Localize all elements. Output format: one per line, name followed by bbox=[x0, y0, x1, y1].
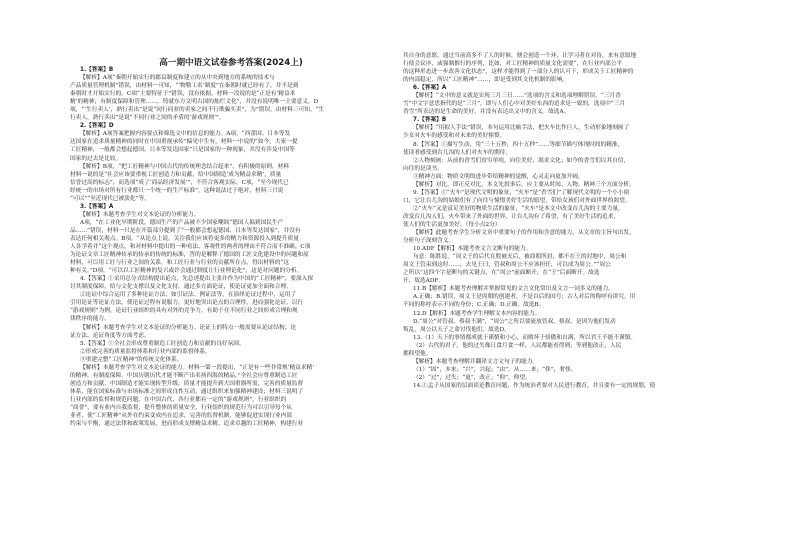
text-line: 9.【答案】①“火车”是现代文明的象征，“火车”是“香雪们”了解现代文明的一个小小窗 bbox=[413, 189, 630, 196]
text-line: 分析句子深刻含义。 bbox=[403, 238, 455, 245]
right-column bbox=[403, 52, 725, 390]
text-line: 【解析】对比，即正反对比，本文先叙事后，应主要从时间、人物、精神三个方面分析。 bbox=[413, 181, 635, 188]
text-line: 【解析】此题考查学生分析文章中重要句子的作用和含意的能力。从文章的主旨句出发， bbox=[413, 230, 635, 237]
text-line: 【解析】“文中的意义就是实现三月三日……”选项的含义和选项理解错误，“三月香 bbox=[413, 93, 621, 100]
text-line: 信誉过高的标志”，而选项“成了‘商品经济发展’”，不符合客观实际。C项，“至今现代已 bbox=[70, 179, 289, 186]
text-line: 工匠精神，一般都会想起德国、日本等发达国家”只是国家的一种现象，并没有涉及中国等 bbox=[70, 147, 295, 154]
text-line: “商誉”，要有业内自我监督，提升整体的质量安全，行业组织的规范行为可以引导每个从 bbox=[70, 404, 292, 411]
text-line: 业者，使“工匠精神”从外在约束变成内在追求，完善的监督机制，能够促进实现行业内部 bbox=[70, 413, 292, 420]
text-line: 11.B【解析】本题考查理解并掌握常见的文言文化常识及文言一词多义的能力。 bbox=[413, 286, 614, 293]
text-line: 【解析】A项答案把握内容要点和筛选文中的信息的能力。A项，“西蕾国、日本等发 bbox=[80, 131, 291, 138]
text-line: 【解析】本题考查学生对文本论证的分析能力。 bbox=[80, 211, 200, 218]
text-line: 为论证文章工匠精神传承的传承的传统的标准，答的是解释了德国的工匠文化建设中的问题和原 bbox=[70, 252, 309, 259]
text-line: 材料一说的是“社会应该要重视工匠创造力和贡献，给中国制造‘成为精益求精’，质量 bbox=[70, 171, 282, 178]
text-line: 创造力和贡献，中国制造才能实现转型升级，质量才能提升到大国重器所需，完善的质量监督 bbox=[70, 380, 304, 387]
text-line: 8.【答案】①描写生动，用“三十五秒，四十五秒”……等细节描写体现时间的精准， bbox=[413, 141, 624, 148]
text-line: （2）古代的君子，他的过失像日食月食一样，人民都能看得到；等到他改正，人民 bbox=[413, 342, 622, 349]
text-line: 12.D【解析】本题考查学生理解文本内容的能力。 bbox=[413, 310, 541, 317]
text-line: 的精神，有制度保障，中国历朝历代才能不断产出名扬四海的精品。”全社会应尊重制造工匠 bbox=[70, 372, 298, 379]
text-line: 行卖人，熟行卖出”是说“不同行业之间的矛盾的‘游戏规则’”。 bbox=[70, 115, 225, 122]
text-line: 人各学着并“这个观点，和对材料中提出的一种看法、客观性的两者的理由不符合而不准确。C项 bbox=[70, 244, 311, 251]
text-line: 10.ADF【解析】本题考查文言文断句的能力。 bbox=[413, 246, 532, 253]
text-line: 行使会议序，或强制推行的序列，比如，对工匠精神的质量文化需要“，在行业内部公平 bbox=[403, 61, 623, 68]
text-line: 体系，能在国家标准与市场标准之间形成良性互动，通过组织来加强精神建设；材料三说明了 bbox=[70, 388, 304, 395]
text-line: 6.【答案】A bbox=[413, 85, 447, 92]
text-line: 【解析】本题考查学生对文本论证的分析能力。论证上的特点一般需要从论证结构、论 bbox=[80, 324, 297, 331]
text-line: 香雪”所表达的是生命的美好，并没有表达出文中的含义。故选A。 bbox=[403, 109, 570, 116]
text-line: 表达任何相关观点。B项，“从论点上说，关注我们应该将更多的精力和资源投入到提升质量 bbox=[70, 235, 299, 242]
text-line: 13.（1）天下的事情都成就于谨慎和小心，而败坏于骄傲和自满，所以君王不能不谨慎。 bbox=[413, 334, 637, 341]
text-line: ③精神方面：物质文明的进步带给精神的觉醒，心灵走向更加开阔。 bbox=[413, 173, 584, 180]
text-line: 不同的称呼表示不同的身份；C.正确；D.正确。故选B。 bbox=[403, 302, 545, 309]
text-line: 精’的精神，有制度保障和管理……，铸就东方文明古国的灿烂文化”，并没有说明唯一主要意义。D bbox=[70, 99, 319, 106]
text-line: 周文王管束到这时……，去见王曰，管叔和周公不应该担任，可以成为周公。”“周公 bbox=[403, 262, 611, 269]
text-line: 少女对火车的感受和对未来的美好憧憬。 bbox=[403, 133, 506, 140]
text-line: 3.【答案】A bbox=[80, 203, 114, 210]
text-line: 【解析】“用拟人手法”错误，本句运用比喻手法，把火车比作巨人，生动形象地刻画了 bbox=[413, 125, 630, 132]
left-column bbox=[70, 66, 392, 428]
text-line: 改变台儿沟人们，火车带来了外面的世界，让台儿沟有了希望，有了美好生活的追求， bbox=[403, 213, 620, 220]
text-line: D.“周公”对管叔、蔡叔不满”，“周公”之所以要流放管叔、蔡叔，是因为他们发动 bbox=[413, 318, 616, 325]
text-line: 引用论证等论证方法，使论证过程有说服力，更好地突出论点的合理性，进而强化论证。以行 bbox=[70, 300, 304, 307]
text-line: 产品质量管理机制”错误，由材料一可知，“‘物勒工名’制度”在秦朝时就已经有了，并不是到 bbox=[70, 83, 299, 90]
text-line: 之所以”这四个字是断句的关键点，在“周公”前面断开，在“王”后面断开。故选 bbox=[403, 270, 600, 277]
text-line: 雪”中文字意思指代的是“三月”，即与人们心中对美好东西的追求是一致的，选项中“三月 bbox=[403, 101, 626, 108]
text-line: 使人们的生活更加美好。（每小点2分） bbox=[403, 221, 501, 228]
text-line: 句意：陈胜说，“周文王的后代在殷被灭后，被商朝所封，都不在王的封地中，周公和 bbox=[413, 254, 627, 261]
text-line: “可以”“至近现代已被淡化”等。 bbox=[70, 195, 150, 202]
text-line: A项，“在工业化早期阶段，德国生产的产品被不少国家嘲讽“德国人搞到国民生产 bbox=[80, 219, 284, 226]
text-line: 4.【答案】①采用总分式结构提出论点，先总述提出主张并作为中国的“工匠精神”，要深入探 bbox=[80, 276, 314, 283]
text-line: 品……”错误，材料一只是在开篇部分提到了“一般都会想起德国、日本等发达国家”，并没有 bbox=[70, 227, 301, 234]
text-line: ②论证中综合运用了多种论证方法，如引证法、例证法等，在演绎论证过程中，运用了 bbox=[80, 292, 297, 299]
text-line: 【解析】A项“秦朝开始实行的郡县制度和建立的从中央到地方的系统的技术与 bbox=[80, 75, 275, 82]
text-line: 开，故选ADF。 bbox=[403, 278, 445, 285]
text-line: 其自身的意愿，通过当前高多不了人的时候，便会创造一个环，让学习者在对待，来有意愿地 bbox=[403, 53, 637, 59]
text-line: 使读者感受到台儿沟的人们对火车的期待。 bbox=[403, 149, 512, 156]
text-line: A.正确；B.错误，周文王是周朝的创建者，不是以后的国号；古人对后的称呼有讲究，用 bbox=[413, 294, 636, 301]
text-line: 2.【答案】D bbox=[80, 123, 114, 130]
text-line: 达国家在追求质量精神的同时在中国重视承传”偏见中生有，材料一中说的“如今，大家一提 bbox=[70, 139, 298, 146]
text-line: 的内部稳定，所以“工匠精神”……，即是受到其文化机制的影响。 bbox=[403, 77, 569, 84]
text-line: 【解析】本题考查理解并翻译文言文句子的能力。 bbox=[413, 358, 539, 365]
text-line: ②形成完善的质量监督体系和行业内部的监督体系。 bbox=[80, 348, 211, 355]
text-line: 都仰望他。 bbox=[403, 350, 432, 357]
text-line: 14.①孟子从国家的层面谈论教育问题，作为统治者要对人民进行教育，并且要有一定的规划，使 bbox=[413, 382, 656, 389]
text-line: 行业内部的监督和规范问题，在中国古代，各行业都有一定的“游戏规则”，行业组织的 bbox=[70, 396, 287, 403]
text-line: 5.【答案】①全社会形成尊重制造工匠创造力和贡献的良好氛围。 bbox=[80, 340, 245, 347]
text-line: ②人物刻画：从前的香雪们贫穷单纯，向往美好、渴求文化；如今的香雪们以其自信， bbox=[413, 157, 630, 164]
text-line: 律秩序的能力。 bbox=[70, 316, 110, 323]
text-line: ②“火车”又是富足美好的物质生活的象征，“火车”是本文中改变台儿沟的主要力量， bbox=[413, 205, 624, 212]
text-line: 【解析】B项，“把工匠精神与中国古代的传统理念结合起来”，有积极的原则，材料 bbox=[80, 163, 290, 170]
text-line: （1）“固”，本来；“兴”，兴起；“由”，从……来；“侈”，奢侈。 bbox=[413, 366, 577, 373]
text-line: 叛乱，周公以天子之命讨伐他们。故选D。 bbox=[403, 326, 510, 333]
text-line: 项，“‘生行卖人’，熟行卖出”是说“同行同业的卖家之间不行欺骗买卖”，为”错误，由材料三可知，“生 bbox=[70, 107, 325, 114]
text-line: 【解析】本题考查学生对文本论证的能力。材料一第一段提出，“正是有一些非常规‘精益求精’ bbox=[80, 364, 315, 371]
text-line: ③重建完整“工匠精神”的传统文化体系。 bbox=[80, 356, 183, 363]
text-line: 1.【答案】B bbox=[80, 67, 114, 73]
page-title: 高一期中语文试卷参考答案(2024上) bbox=[159, 58, 303, 68]
text-line: 约束与平衡，通过法律和政策发展，进而形成支撑精益求精、追求卓越的工匠精神，构建行业 bbox=[70, 421, 304, 428]
text-line: 证方法、论证角度等方面考虑。 bbox=[70, 332, 150, 339]
text-line: 7.【答案】B bbox=[413, 117, 447, 124]
text-line: 材料，可以用工匠与行业之间的关系，和工匠行业与行业的贡献所在点，得出材料的“这 bbox=[70, 260, 290, 267]
text-line: 向往的是读书。 bbox=[403, 165, 443, 172]
text-line: 种有关。”D项，“可以以工匠精神的复兴或许会通过制度让行业理论化”，这是对问题的分析。 bbox=[70, 268, 303, 275]
text-line: “游戏规则”为例，论证行业组织的具有对外的竞争力，有助于在不同行业之间形成合理和规 bbox=[70, 308, 298, 315]
text-line: 的这种形态进一步改善文化状态”，这样才能得到了一部分人的认可下，形成关于工匠精神的 bbox=[403, 69, 634, 76]
text-line: 秦朝时才开始实行的。C项“主要特征于”错误，没有依据，材料一没说的是“正是有‘精益求 bbox=[70, 91, 296, 98]
text-line: 口，它让台儿沟的姑娘们有了向往与憧憬美好生活的愿望，带给女孩们对外面世界的渴望。 bbox=[403, 197, 631, 204]
text-line: 讨其制度保障，给与文化支撑以及文化支持，通过多方面论证，使论证更加全面和合理。 bbox=[70, 284, 292, 291]
text-line: 国家的过去是比较。 bbox=[70, 155, 122, 162]
text-line: 经统一的市场对所有行业都只一个统一的生产标准”，这种说法过于绝对，材料三只说 bbox=[70, 187, 284, 194]
text-line: （2）“过”，过失；“更”，改正；“仰”，仰望。 bbox=[413, 374, 531, 381]
